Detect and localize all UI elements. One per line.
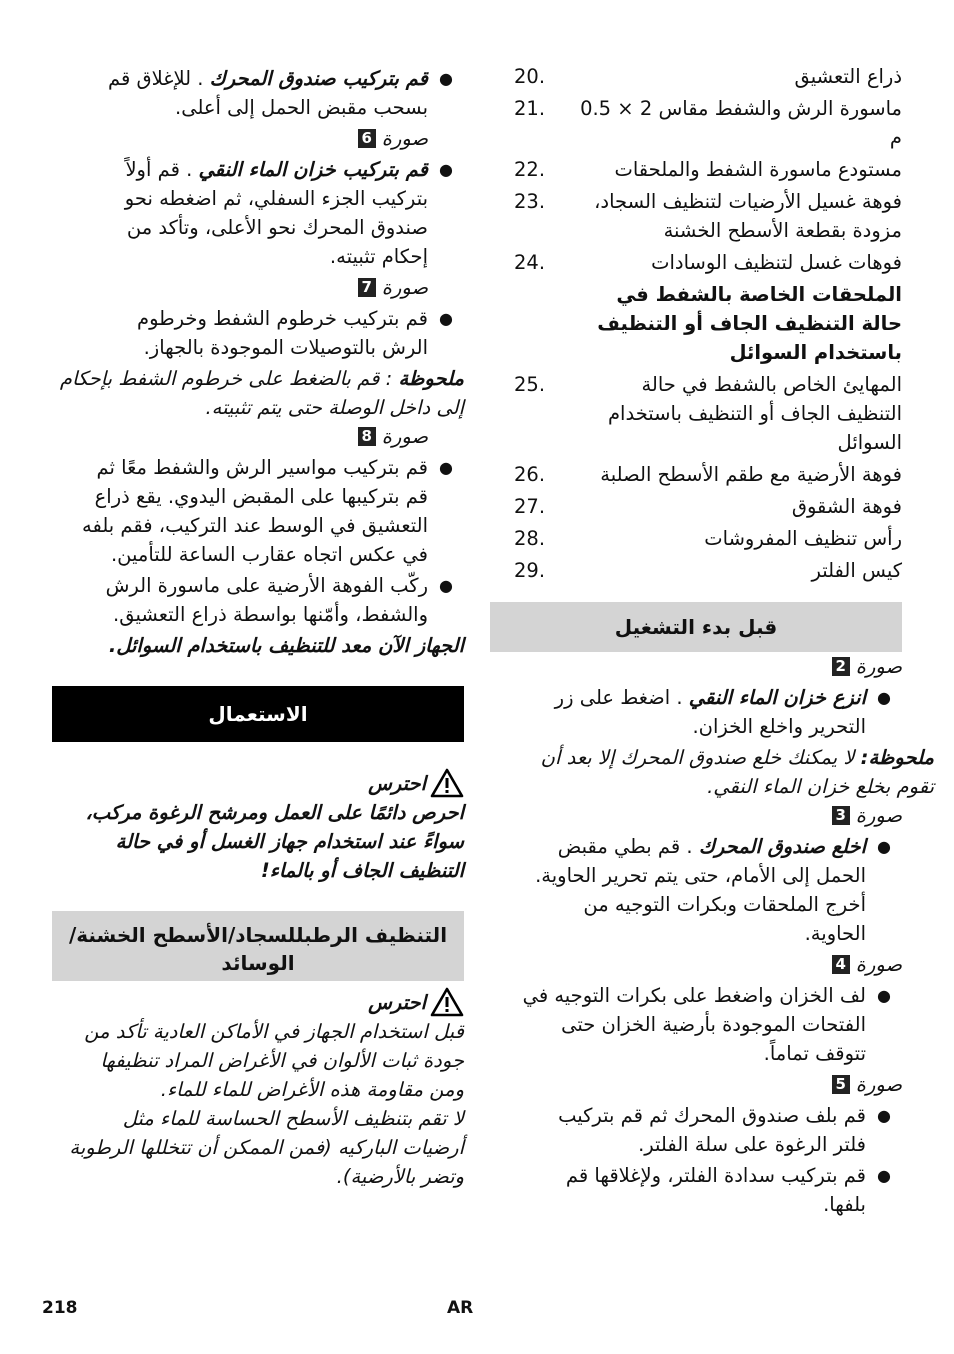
list-item-number: 20. bbox=[514, 65, 546, 88]
list-item-number: 27. bbox=[514, 495, 546, 518]
list-item-number bbox=[514, 280, 576, 367]
figure-ref-2: صورة 2 bbox=[522, 652, 902, 681]
section-header-before-operation: قبل بدء التشغيل bbox=[490, 602, 902, 652]
list-item bbox=[514, 460, 902, 489]
list-item: ● لف الخزان واضغط على بكرات التوجيه في الفتحات الموجودة بأرضية الخزان حتى تتوقف تماماً. bbox=[522, 984, 891, 1065]
figure-ref-6: صورة 6 bbox=[76, 124, 464, 153]
list-item-number: 28. bbox=[514, 527, 546, 550]
list-item-text: فوهة الشقوق bbox=[791, 495, 902, 518]
list-item-number: 21. bbox=[514, 97, 546, 120]
list-item: ● قم بتركيب خزان الماء النقي . قم أولاً بتركيب الجزء السفلي، ثم اضغطه نحو صندوق المحرك نحو الأعلى، وتأكد من إحكام تثبيته. bbox=[124, 158, 453, 268]
list-item bbox=[514, 94, 902, 152]
section-header-wet-cleaning: التنظيف الرطبللسجاد/الأسطح الخشنة/الوسائد bbox=[52, 911, 464, 981]
warning-text: احرص دائمًا على العمل ومرشح الرغوة مركب، سواءً عند استخدام جهاز الغسل أو في حالة التنظيف الجاف أو بالماء! bbox=[85, 801, 464, 882]
figure-ref-5: صورة 5 bbox=[522, 1070, 902, 1099]
list-item: ● قم بتركيب خرطوم الشفط وخرطوم الرش بالتوصيلات الموجودة بالجهاز. bbox=[137, 307, 453, 359]
list-item-number: 24. bbox=[514, 251, 546, 274]
list-item: ● انزع خزان الماء النقي . اضغط على زر التحرير واخلع الخزان. bbox=[554, 686, 891, 738]
figure-ref-4: صورة 4 bbox=[522, 950, 902, 979]
right-column bbox=[490, 62, 934, 1221]
warning-heading: احترس bbox=[62, 987, 464, 1017]
list-item-text: رأس تنظيف المفروشات bbox=[704, 527, 902, 550]
list-item-text: فوهة غسيل الأرضيات لتنظيف السجاد، مزودة بقطعة الأسطح الخشنة bbox=[594, 190, 902, 242]
list-item bbox=[514, 524, 902, 553]
figure-ref-3: صورة 3 bbox=[522, 801, 902, 830]
list-item-text: الملحقات الخاصة بالشفط في حالة التنظيف الجاف أو التنظيف باستخدام السوائل bbox=[597, 283, 902, 364]
warning-triangle-icon bbox=[430, 768, 464, 798]
list-item bbox=[514, 280, 902, 367]
list-item: ● قم بتركيب صندوق المحرك . للإغلاق قم بسحب مقبض الحمل إلى أعلى. bbox=[108, 67, 453, 119]
ready-statement: الجهاز الآن معد للتنظيف باستخدام السوائل. bbox=[108, 634, 464, 657]
list-item-text: ماسورة الرش والشفط مقاس 2 × 0.5 م bbox=[580, 97, 902, 149]
page-number: 218 bbox=[42, 1298, 78, 1318]
list-item: ● قم بتركيب سدادة الفلتر، ولإغلاقها قم بلفها. bbox=[565, 1164, 891, 1216]
list-item-number: 25. bbox=[514, 373, 546, 396]
warning-heading: احترس bbox=[62, 768, 464, 798]
list-item-text: المهايئ الخاص بالشفط في حالة التنظيف الجاف أو التنظيف باستخدام السوائل bbox=[607, 373, 902, 454]
list-item-number: 29. bbox=[514, 559, 546, 582]
list-item-number: 26. bbox=[514, 463, 546, 486]
list-item-text: كيس الفلتر bbox=[811, 559, 902, 582]
language-code: AR bbox=[447, 1298, 474, 1318]
list-item-text: ذراع التعشيق bbox=[794, 65, 902, 88]
list-item bbox=[514, 370, 902, 457]
list-item-text: مستودع ماسورة الشفط والملحقات bbox=[614, 158, 902, 181]
list-item bbox=[514, 187, 902, 245]
list-item bbox=[514, 248, 902, 277]
list-item bbox=[514, 556, 902, 585]
note: ملحوظة : قم بالضغط على خرطوم الشفط بإحكام إلى داخل الوصلة حتى يتم تثبيته. bbox=[59, 367, 464, 419]
list-item bbox=[514, 492, 902, 521]
list-item-text: فوهة الأرضية مع طقم الأسطح الصلبة bbox=[600, 463, 902, 486]
list-item: ● قم بتركيب مواسير الرش والشفط معًا ثم قم بتركيبها على المقبض اليدوي. يقع ذراع التعشيق في الوسط عند التركيب، فقم بلفه في عكس اتجاه عقارب الساعة للتأمين. bbox=[82, 456, 453, 566]
figure-ref-7: صورة 7 bbox=[76, 273, 464, 302]
section-header-usage: الاستعمال bbox=[52, 686, 464, 742]
warning-triangle-icon bbox=[430, 987, 464, 1017]
list-item bbox=[514, 155, 902, 184]
left-column bbox=[52, 62, 464, 1191]
list-item-text: فوهات غسل لتنظيف الوسادات bbox=[651, 251, 902, 274]
list-item-number: 22. bbox=[514, 158, 546, 181]
list-item bbox=[514, 62, 902, 91]
list-item: ● ركّب الفوهة الأرضية على ماسورة الرش والشفط، وأمّنها بواسطة ذراع التعشيق. bbox=[105, 574, 453, 626]
note: ملحوظة: لا يمكنك خلع صندوق المحرك إلا بعد أن تقوم بخلع خزان الماء النقي. bbox=[540, 746, 934, 798]
list-item-number: 23. bbox=[514, 190, 546, 213]
list-item: ● اخلع صندوق المحرك . قم بطي مقبض الحمل إلى الأمام، حتى يتم تحرير الحاوية. أخرج الملحقات وبكرات التوجيه من الحاوية. bbox=[535, 835, 891, 945]
parts-list bbox=[490, 62, 902, 585]
warning-text: قبل استخدام الجهاز في الأماكن العادية تأكد من جودة ثبات الألوان في الأغراض المراد تنظيفها ومن مقاومة هذه الأغراض للماء للماء. لا تقم بتنظيف الأسطح الحساسة للماء مثل أرضيات الباركيه (فمن الممكن أن تتخللها الرطوبة وتضر بالأرضية). bbox=[69, 1020, 464, 1188]
list-item: ● قم بلف صندوق المحرك ثم قم بتركيب فلتر الرغوة على سلة الفلتر. bbox=[558, 1104, 891, 1156]
figure-ref-8: صورة 8 bbox=[76, 422, 464, 451]
